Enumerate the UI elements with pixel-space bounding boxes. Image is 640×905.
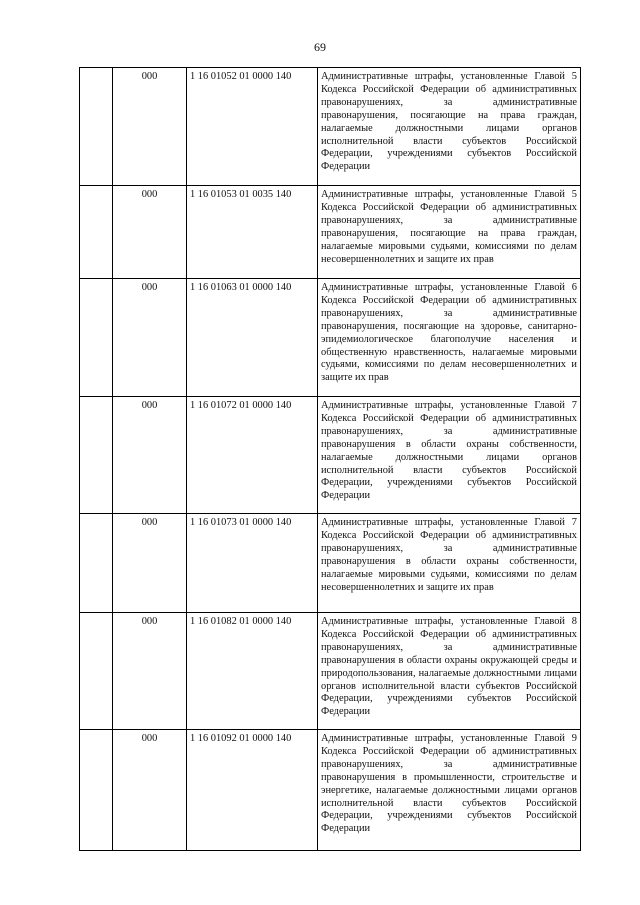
description-cell: Административные штрафы, установленные Главой 7 Кодекса Российской Федерации об административных правонарушениях, за административные правонарушения в области охраны собственности, налагаемые должностными лицами органов исполнительной власти субъектов Российской Федерации, учреждениями субъектов Российской Федерации [318,397,581,514]
budget-codes-table [79,67,581,851]
empty-cell [80,279,113,397]
empty-cell [80,514,113,613]
table-row [80,397,581,514]
description-cell: Административные штрафы, установленные Главой 8 Кодекса Российской Федерации об административных правонарушениях, за административные правонарушения в области охраны окружающей среды и природопользования, налагаемые должностными лицами органов исполнительной власти субъектов Российской Федерации, учреждениями субъектов Российской Федерации [318,613,581,730]
table-row [80,68,581,186]
empty-cell [80,730,113,851]
description-cell: Административные штрафы, установленные Главой 5 Кодекса Российской Федерации об административных правонарушениях, за административные правонарушения, посягающие на права граждан, налагаемые мировыми судьями, комиссиями по делам несовершеннолетних и защите их прав [318,186,581,279]
kbk-cell: 1 16 01092 01 0000 140 [187,730,318,851]
kbk-cell: 1 16 01063 01 0000 140 [187,279,318,397]
admin-code-cell: 000 [113,730,187,851]
description-cell: Административные штрафы, установленные Главой 9 Кодекса Российской Федерации об административных правонарушениях, за административные правонарушения в промышленности, строительстве и энергетике, налагаемые должностными лицами органов исполнительной власти субъектов Российской Федерации, учреждениями субъектов Российской Федерации [318,730,581,851]
kbk-cell: 1 16 01073 01 0000 140 [187,514,318,613]
admin-code-cell: 000 [113,397,187,514]
kbk-cell: 1 16 01052 01 0000 140 [187,68,318,186]
table-row [80,613,581,730]
table-row [80,279,581,397]
page-number: 69 [314,40,326,54]
description-cell: Административные штрафы, установленные Главой 5 Кодекса Российской Федерации об административных правонарушениях, за административные правонарушения, посягающие на права граждан, налагаемые должностными лицами органов исполнительной власти субъектов Российской Федерации, учреждениями субъектов Российской Федерации [318,68,581,186]
empty-cell [80,397,113,514]
empty-cell [80,186,113,279]
admin-code-cell: 000 [113,68,187,186]
admin-code-cell: 000 [113,186,187,279]
empty-cell [80,68,113,186]
table-row [80,186,581,279]
empty-cell [80,613,113,730]
admin-code-cell: 000 [113,613,187,730]
kbk-cell: 1 16 01082 01 0000 140 [187,613,318,730]
admin-code-cell: 000 [113,279,187,397]
kbk-cell: 1 16 01072 01 0000 140 [187,397,318,514]
kbk-cell: 1 16 01053 01 0035 140 [187,186,318,279]
description-cell: Административные штрафы, установленные Главой 6 Кодекса Российской Федерации об административных правонарушениях, за административные правонарушения, посягающие на здоровье, санитарно-эпидемиологическое благополучие населения и общественную нравственность, налагаемые мировыми судьями, комиссиями по делам несовершеннолетних и защите их прав [318,279,581,397]
admin-code-cell: 000 [113,514,187,613]
table-row [80,730,581,851]
table-row [80,514,581,613]
description-cell: Административные штрафы, установленные Главой 7 Кодекса Российской Федерации об административных правонарушениях, за административные правонарушения в области охраны собственности, налагаемые мировыми судьями, комиссиями по делам несовершеннолетних и защите их прав [318,514,581,613]
